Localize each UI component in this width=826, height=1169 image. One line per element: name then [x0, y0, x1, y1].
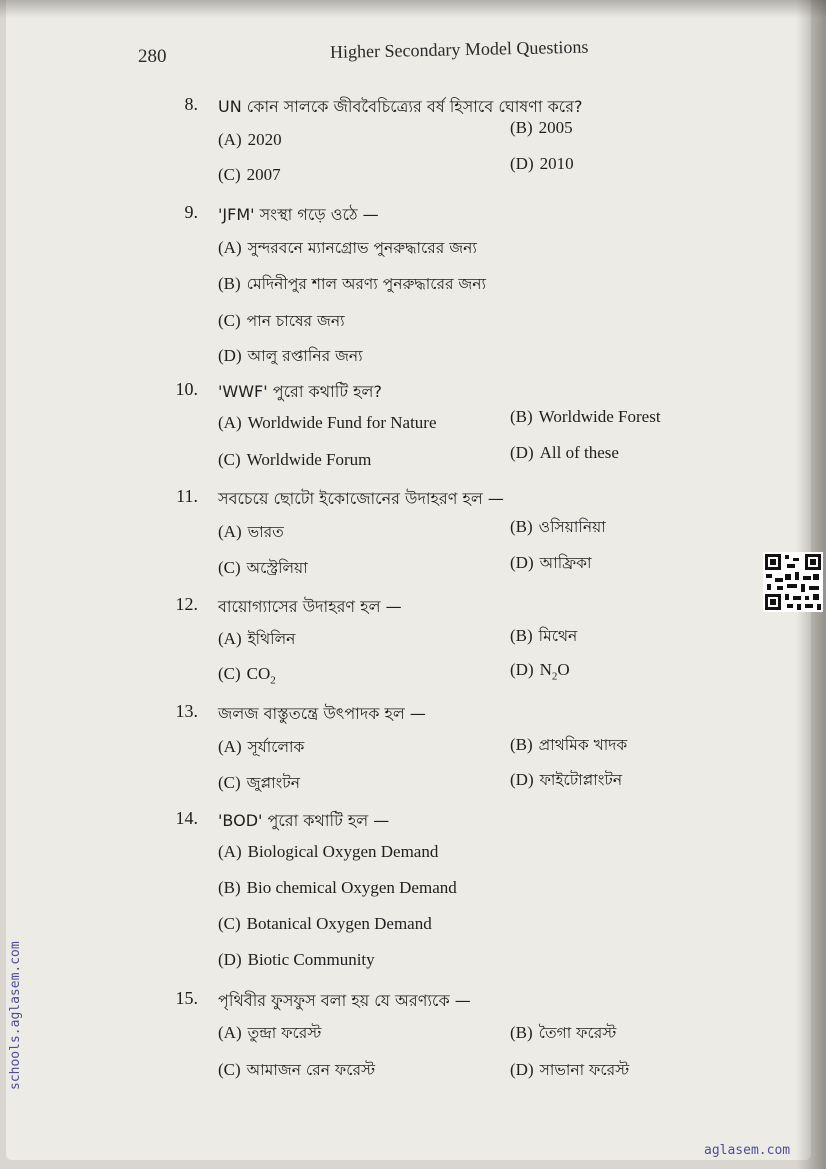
question-text: জলজ বাস্তুতন্ত্রে উৎপাদক হল — [218, 704, 426, 723]
question-text: 'JFM' সংস্থা গড়ে ওঠে — [218, 205, 379, 224]
option-a: (A) ভারত [218, 522, 284, 541]
option-d: (D) All of these [510, 443, 619, 462]
option-b: (B) প্রাথমিক খাদক [510, 735, 628, 754]
question-text: বায়োগ্যাসের উদাহরণ হল — [218, 597, 402, 616]
option-c: (C) Botanical Oxygen Demand [218, 914, 432, 933]
option-b: (B) 2005 [510, 118, 573, 137]
option-c: (C) 2007 [218, 165, 281, 184]
option-a: (A) ইথিলিন [218, 629, 296, 648]
question-text: UN কোন সালকে জীববৈচিত্র্যের বর্ষ হিসাবে ঘোষণা করে? [218, 97, 583, 116]
question-number: 12. [175, 594, 198, 614]
option-c: (C) আমাজন রেন ফরেস্ট [218, 1060, 376, 1079]
question-text: 'BOD' পুরো কথাটি হল — [218, 811, 390, 830]
option-b: (B) তৈগা ফরেস্ট [510, 1023, 617, 1042]
watermark-bottom: aglasem.com [704, 1143, 791, 1158]
option-d: (D) Biotic Community [218, 950, 375, 969]
option-d: (D) 2010 [510, 154, 574, 173]
option-b: (B) Bio chemical Oxygen Demand [218, 878, 457, 897]
option-d: (D) সাভানা ফরেস্ট [510, 1060, 630, 1079]
option-a: (A) সুন্দরবনে ম্যানগ্রোভ পুনরুদ্ধারের জন্য [218, 238, 477, 257]
option-d: (D) ফাইটোপ্লাংটন [510, 770, 623, 789]
qr-code-icon[interactable] [763, 552, 823, 612]
option-c: (C) অস্ট্রেলিয়া [218, 558, 308, 577]
option-d: (D) আফ্রিকা [510, 553, 592, 572]
option-c: (C) $CO_2$ [218, 664, 276, 687]
option-a: (A) Biological Oxygen Demand [218, 842, 439, 861]
question-number: 9. [184, 202, 198, 222]
question-text: পৃথিবীর ফুসফুস বলা হয় যে অরণ্যকে — [218, 991, 471, 1010]
page-sheet [6, 0, 811, 1160]
question-number: 14. [175, 808, 198, 828]
option-c: (C) পান চাষের জন্য [218, 311, 345, 330]
question-number: 10. [175, 379, 198, 399]
scan-shadow-top [0, 0, 826, 18]
option-b: (B) Worldwide Forest [510, 407, 661, 426]
option-b: (B) মেদিনীপুর শাল অরণ্য পুনরুদ্ধারের জন্য [218, 274, 487, 293]
running-title: Higher Secondary Model Questions [329, 36, 589, 62]
option-c: (C) Worldwide Forum [218, 450, 372, 469]
option-b: (B) মিথেন [510, 626, 578, 645]
question-number: 13. [175, 701, 198, 721]
question-number: 11. [176, 486, 198, 506]
option-a: (A) Worldwide Fund for Nature [218, 413, 437, 432]
option-a: (A) 2020 [218, 130, 282, 149]
watermark-side: schools.aglasem.com [8, 941, 23, 1090]
question-text: সবচেয়ে ছোটো ইকোজোনের উদাহরণ হল — [218, 489, 504, 508]
question-text: 'WWF' পুরো কথাটি হল? [218, 382, 382, 401]
option-d: (D) $N_2O$ [510, 660, 570, 683]
page-number: 280 [138, 46, 167, 67]
option-b: (B) ওসিয়ানিয়া [510, 517, 606, 536]
option-d: (D) আলু রপ্তানির জন্য [218, 346, 363, 365]
question-number: 8. [184, 94, 198, 114]
option-c: (C) জুপ্লাংটন [218, 773, 300, 792]
option-a: (A) তুন্দ্রা ফরেস্ট [218, 1023, 322, 1042]
question-number: 15. [175, 988, 198, 1008]
option-a: (A) সূর্যালোক [218, 737, 305, 756]
